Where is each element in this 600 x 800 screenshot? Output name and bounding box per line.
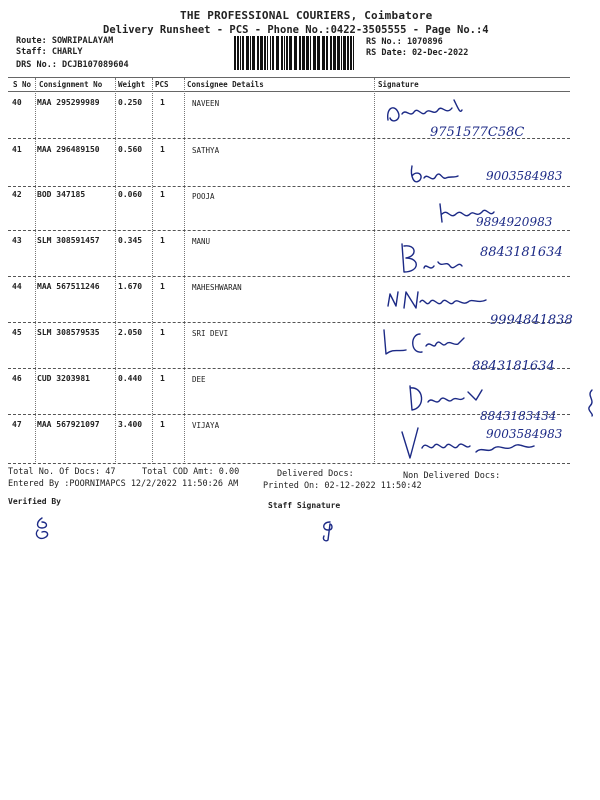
row-pcs: 1 (160, 98, 165, 107)
row-sno: 45 (12, 328, 22, 337)
signature-phone: 8843181634 (472, 359, 555, 374)
ink-mark (584, 388, 600, 418)
staff-signature (318, 518, 338, 544)
signature-row-47 (396, 418, 596, 468)
row-weight: 0.560 (118, 145, 143, 154)
signature-phone: 9751577C58C (430, 125, 525, 140)
signature-row-40 (380, 94, 580, 142)
col-divider (35, 78, 36, 464)
signature-row-46 (406, 378, 596, 422)
signature-row-42 (436, 196, 596, 234)
entered-by: Entered By :POORNIMAPCS 12/2/2022 11:50:26 AM (8, 479, 239, 489)
row-consignment: MAA 296489150 (37, 145, 100, 154)
printed-on: Printed On: 02-12-2022 11:50:42 (263, 481, 422, 491)
total-docs: Total No. Of Docs: 47 (8, 467, 116, 477)
col-divider (374, 78, 375, 464)
non-delivered-docs: Non Delivered Docs: (403, 471, 501, 481)
row-consignee: VIJAYA (192, 421, 220, 430)
row-consignment: MAA 567511246 (37, 282, 100, 291)
barcode (232, 36, 358, 70)
signature-phone: 9994841838 (490, 313, 573, 328)
row-weight: 0.440 (118, 374, 143, 383)
rs-number: RS No.: 1070896 (366, 37, 443, 47)
verified-by-label: Verified By (8, 497, 61, 506)
row-consignment: SLM 308579535 (37, 328, 100, 337)
row-sno: 47 (12, 420, 22, 429)
row-consignment: BOD 347185 (37, 190, 86, 199)
table-header-rule (8, 91, 570, 92)
drs-number: DRS No.: DCJB107089604 (16, 60, 129, 70)
total-cod: Total COD Amt: 0.00 (142, 467, 240, 477)
row-pcs: 1 (160, 190, 165, 199)
row-consignee: NAVEEN (192, 99, 220, 108)
signature-row-41 (406, 156, 586, 196)
table-top-rule (8, 77, 570, 78)
verified-signature (32, 514, 54, 542)
row-sno: 41 (12, 145, 22, 154)
row-consignee: DEE (192, 375, 206, 384)
row-consignee: POOJA (192, 192, 215, 201)
signature-row-43 (396, 238, 596, 282)
col-pcs: PCS (155, 80, 169, 89)
col-divider (115, 78, 116, 464)
row-consignee: MANU (192, 237, 211, 246)
row-sno: 42 (12, 190, 22, 199)
staff-label: Staff: CHARLY (16, 47, 83, 57)
row-consignment: CUD 3203981 (37, 374, 90, 383)
row-pcs: 1 (160, 328, 165, 337)
row-consignment: MAA 295299989 (37, 98, 100, 107)
col-weight: Weight (118, 80, 146, 89)
signature-phone: 9003584983 (486, 427, 563, 441)
signature-phone: 9003584983 (486, 169, 563, 183)
row-pcs: 1 (160, 420, 165, 429)
row-sno: 44 (12, 282, 22, 291)
col-consignment: Consignment No (39, 80, 103, 89)
col-divider (184, 78, 185, 464)
col-divider (152, 78, 153, 464)
row-weight: 0.250 (118, 98, 143, 107)
row-pcs: 1 (160, 282, 165, 291)
row-pcs: 1 (160, 145, 165, 154)
staff-signature-label: Staff Signature (268, 501, 341, 510)
delivered-docs: Delivered Docs: (277, 469, 354, 479)
col-sno: S No (13, 80, 32, 89)
row-weight: 0.345 (118, 236, 143, 245)
row-weight: 1.670 (118, 282, 143, 291)
row-consignee: SRI DEVI (192, 329, 229, 338)
row-sno: 46 (12, 374, 22, 383)
route-label: Route: SOWRIPALAYAM (16, 36, 114, 46)
signature-phone: 9894920983 (476, 215, 553, 229)
row-weight: 2.050 (118, 328, 143, 337)
row-consignment: SLM 308591457 (37, 236, 100, 245)
col-signature: Signature (378, 80, 419, 89)
row-sno: 40 (12, 98, 22, 107)
rs-date: RS Date: 02-Dec-2022 (366, 48, 469, 58)
row-sno: 43 (12, 236, 22, 245)
row-consignment: MAA 567921097 (37, 420, 100, 429)
signature-row-45 (376, 324, 586, 376)
row-consignee: SATHYA (192, 146, 220, 155)
row-weight: 0.060 (118, 190, 143, 199)
row-weight: 3.400 (118, 420, 143, 429)
company-title: THE PROFESSIONAL COURIERS, Coimbatore (180, 9, 433, 22)
row-pcs: 1 (160, 236, 165, 245)
runsheet-subtitle: Delivery Runsheet - PCS - Phone No.:0422-3505555 - Page No.:4 (103, 24, 489, 36)
signature-phone: 8843183434 (480, 409, 557, 423)
row-consignee: MAHESHWARAN (192, 283, 242, 292)
col-consignee: Consignee Details (187, 80, 264, 89)
row-pcs: 1 (160, 374, 165, 383)
signature-phone: 8843181634 (480, 245, 563, 260)
